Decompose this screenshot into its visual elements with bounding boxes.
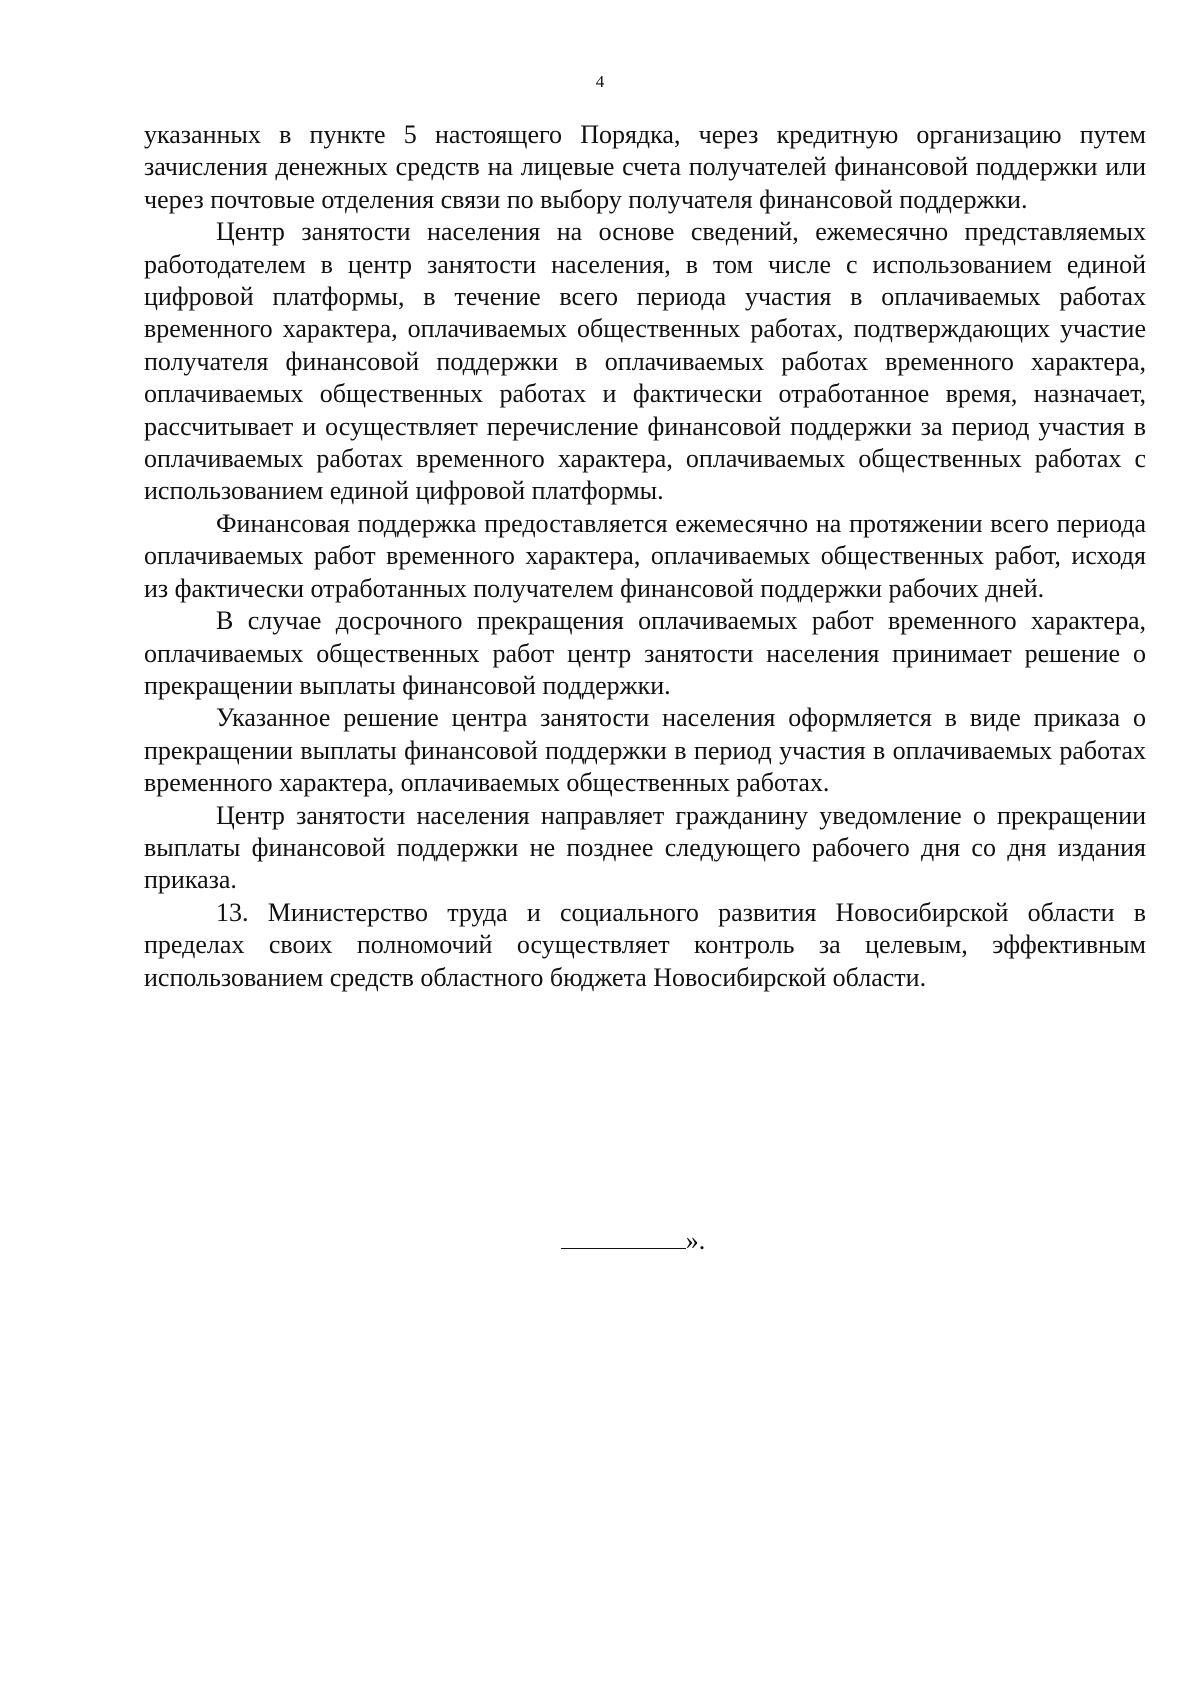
paragraph-center-calculation: Центр занятости населения на основе сведений, ежемесячно представляемых работодателем в центр занятости населения, в том числе с использованием единой цифровой платформы, в течение всего периода участия в оплачиваемых работах временного характера, оплачиваемых общественных работах, подтверждающих участие получателя финансовой поддержки в оплачиваемых работах временного характера, оплачиваемых общественных работах и фактически отработанное время, назначает, рассчитывает и осуществляет перечисление финансовой поддержки за период участия в оплачиваемых работах временного характера, оплачиваемых общественных работах с использованием единой цифровой платформы. [144,217,1146,506]
closing-line [0,1225,1200,1257]
page-number: 4 [595,72,605,91]
paragraph-monthly-support: Финансовая поддержка предоставляется ежемесячно на протяжении всего периода оплачиваемых работ временного характера, оплачиваемых общественных работ, исходя из фактически отработанных получателем финансовой поддержки рабочих дней. [144,508,1146,603]
paragraph-13-ministry-control: 13. Министерство труда и социального развития Новосибирской области в пределах своих полномочий осуществляет контроль за целевым, эффективным использованием средств областного бюджета Новосибирской области. [144,897,1146,992]
paragraph-continuation: указанных в пункте 5 настоящего Порядка, через кредитную организацию путем зачисления денежных средств на лицевые счета получателей финансовой поддержки или через почтовые отделения связи по выбору получателя финансовой поддержки. [144,120,1146,214]
document-body [144,119,1146,994]
closing-quote-mark: ». [685,1226,706,1255]
closing-underline [561,1230,686,1249]
paragraph-early-termination: В случае досрочного прекращения оплачиваемых работ временного характера, оплачиваемых общественных работ центр занятости населения принимает решение о прекращении выплаты финансовой поддержки. [144,606,1146,700]
paragraph-notification: Центр занятости населения направляет гражданину уведомление о прекращении выплаты финансовой поддержки не позднее следующего рабочего дня со дня издания приказа. [144,800,1146,895]
paragraph-termination-order: Указанное решение центра занятости населения оформляется в виде приказа о прекращении выплаты финансовой поддержки в период участия в оплачиваемых работах временного характера, оплачиваемых общественных работах. [144,703,1146,798]
